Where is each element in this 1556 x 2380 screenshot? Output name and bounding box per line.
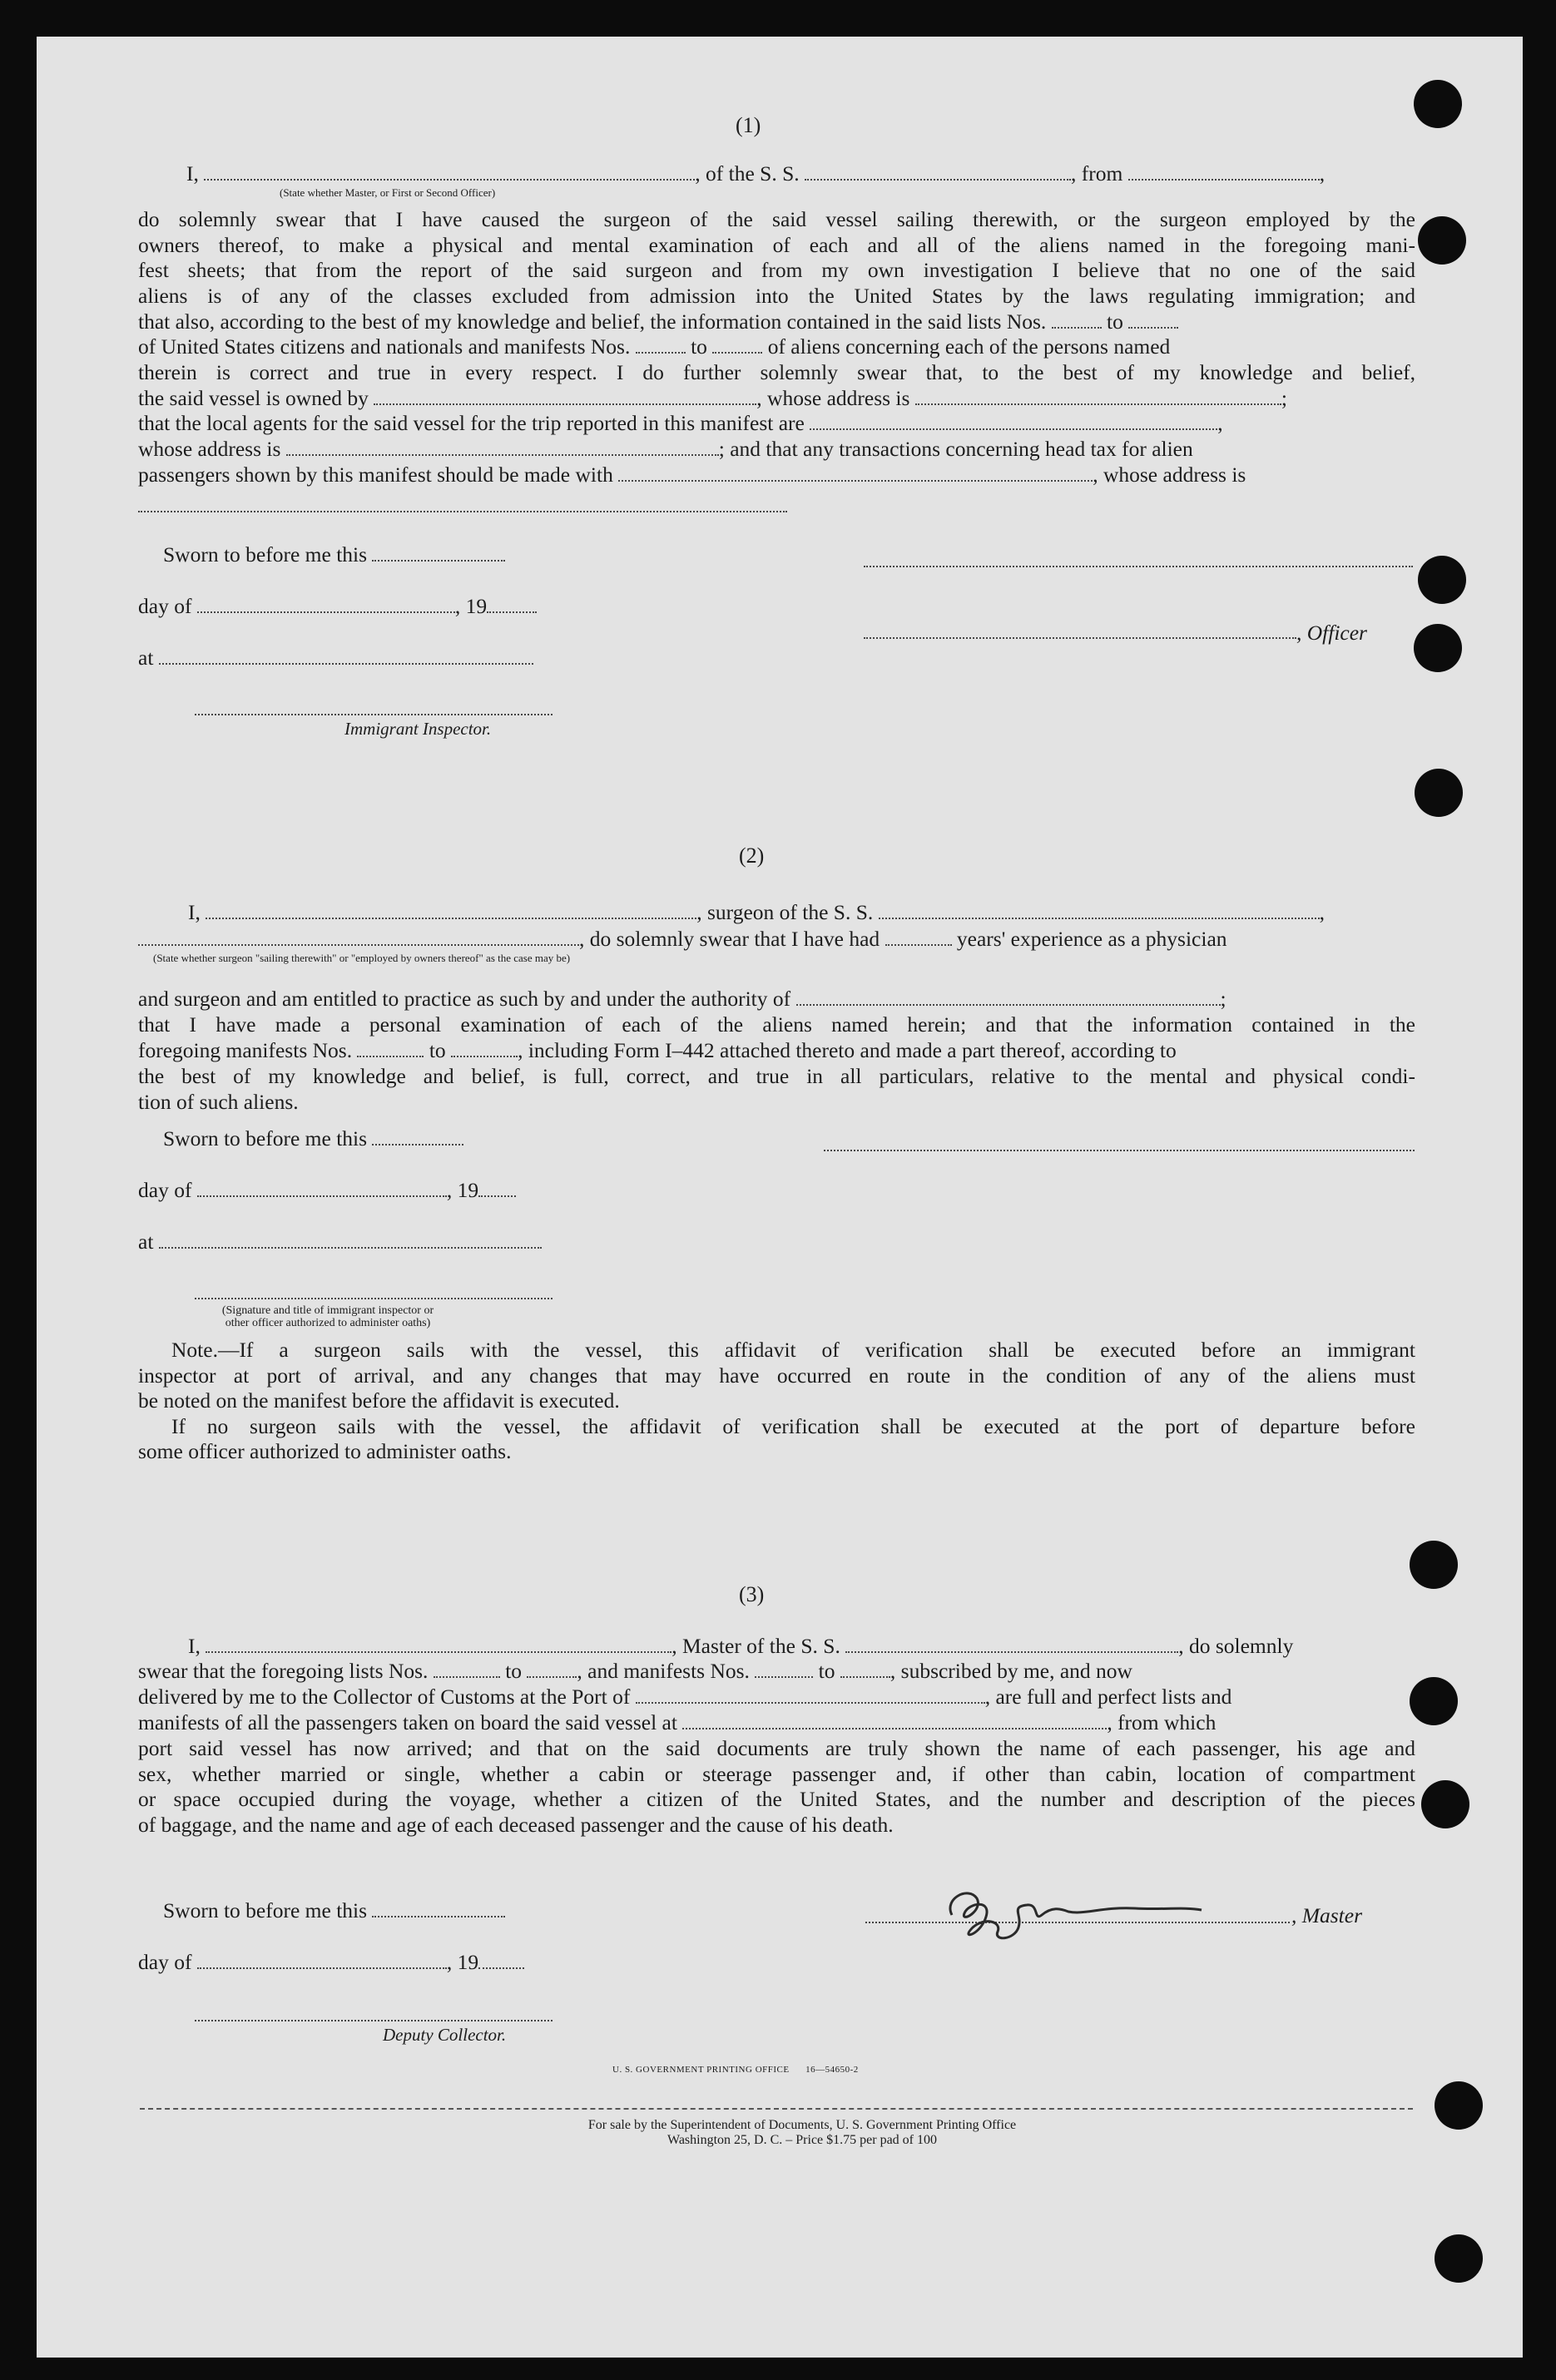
section-1-passengers-line bbox=[138, 463, 1246, 488]
inspector-signature-line[interactable] bbox=[195, 714, 553, 715]
section-3-number: (3) bbox=[739, 1582, 765, 1606]
text-line: port said vessel has now arrived; and that on the said documents are truly shown the name of each passenger, his age and bbox=[138, 1736, 1415, 1760]
label: I, bbox=[186, 161, 199, 186]
punch-hole bbox=[1410, 1677, 1458, 1725]
note-line: If no surgeon sails with the vessel, the affidavit of verification shall be executed at the port of departure before bbox=[171, 1413, 1415, 1438]
section-1-manifests-line bbox=[138, 334, 1170, 360]
label: I, bbox=[188, 900, 201, 924]
label: day of bbox=[138, 594, 192, 618]
day-of-line bbox=[138, 594, 537, 620]
officer-caption: (State whether Master, or First or Second Officer) bbox=[280, 186, 496, 199]
sworn-day-field[interactable] bbox=[372, 1129, 463, 1145]
sworn-day-field[interactable] bbox=[372, 545, 505, 562]
note-line: Note.—If a surgeon sails with the vessel, this affidavit of verification shall be executed before an immigrant bbox=[171, 1338, 1415, 1362]
manifests-from-field[interactable] bbox=[636, 337, 686, 354]
label: foregoing manifests Nos. bbox=[138, 1038, 353, 1062]
label: of aliens concerning each of the persons named bbox=[767, 334, 1171, 359]
section-2-authority-line bbox=[138, 987, 1226, 1012]
month-field[interactable] bbox=[197, 1180, 447, 1197]
surgeon-caption: (State whether surgeon "sailing therewith" or "employed by owners thereof" as the case may be) bbox=[153, 952, 571, 964]
year-field[interactable] bbox=[478, 1180, 516, 1197]
punch-hole bbox=[1414, 624, 1462, 672]
label: the said vessel is owned by bbox=[138, 386, 369, 410]
punch-hole bbox=[1415, 769, 1463, 817]
label: , bbox=[1217, 411, 1223, 435]
lists-from-field[interactable] bbox=[434, 1661, 500, 1678]
label: Sworn to before me this bbox=[163, 1898, 368, 1922]
label: , 19 bbox=[446, 1178, 479, 1202]
sworn-day-field[interactable] bbox=[372, 1901, 505, 1917]
label: to bbox=[1107, 309, 1123, 334]
label: , from bbox=[1071, 161, 1123, 186]
label: delivered by me to the Collector of Customs at the Port of bbox=[138, 1685, 631, 1709]
section-2-number: (2) bbox=[739, 844, 765, 868]
year-field[interactable] bbox=[478, 1952, 524, 1969]
deputy-label: Deputy Collector. bbox=[383, 2025, 507, 2045]
caption-line: other officer authorized to administer oaths) bbox=[225, 1317, 431, 1329]
ship-name-field[interactable] bbox=[845, 1636, 1178, 1653]
sale-notice bbox=[436, 2118, 1168, 2148]
label: , bbox=[1319, 900, 1326, 924]
caption-line: (Signature and title of immigrant inspector or bbox=[221, 1304, 434, 1317]
month-field[interactable] bbox=[197, 1952, 447, 1969]
punch-hole bbox=[1435, 2234, 1483, 2283]
label: that the local agents for the said vessel for the trip reported in this manifest are bbox=[138, 411, 805, 435]
label: , bbox=[1319, 161, 1326, 186]
head-tax-agent-field[interactable] bbox=[618, 465, 1093, 482]
label: years' experience as a physician bbox=[956, 927, 1227, 951]
deputy-signature-line[interactable] bbox=[195, 2020, 553, 2021]
surgeon-signature-line[interactable] bbox=[824, 1150, 1415, 1151]
lists-from-field[interactable] bbox=[1052, 312, 1102, 329]
label: and surgeon and am entitled to practice as such by and under the authority of bbox=[138, 987, 791, 1011]
label: whose address is bbox=[138, 437, 281, 461]
port-field[interactable] bbox=[636, 1687, 985, 1704]
note-line: inspector at port of arrival, and any changes that may have occurred en route in the condition of any of the aliens must bbox=[138, 1363, 1415, 1388]
text-line: do solemnly swear that I have caused the surgeon of the said vessel sailing therewith, or the surgeon employed by the bbox=[138, 207, 1415, 231]
label: manifests of all the passengers taken on board the said vessel at bbox=[138, 1710, 677, 1734]
at-place-field[interactable] bbox=[159, 648, 533, 665]
manifests-from-field[interactable] bbox=[755, 1661, 813, 1678]
day-of-line bbox=[138, 1950, 524, 1976]
owner-field[interactable] bbox=[374, 388, 756, 405]
label: , whose address is bbox=[1093, 463, 1246, 487]
label: to bbox=[818, 1659, 835, 1683]
label: ; bbox=[1220, 987, 1226, 1011]
label: to bbox=[505, 1659, 523, 1683]
sworn-line bbox=[163, 1898, 505, 1924]
label: , subscribed by me, and now bbox=[889, 1659, 1132, 1683]
text-line: tion of such aliens. bbox=[138, 1090, 299, 1114]
officer-label: , Officer bbox=[1296, 621, 1367, 645]
officer-rank-field[interactable] bbox=[204, 164, 695, 181]
label: , 19 bbox=[446, 1950, 479, 1974]
at-place-field[interactable] bbox=[159, 1232, 542, 1249]
footer-rule bbox=[140, 2108, 1413, 2110]
inspector-signature-line[interactable] bbox=[195, 1298, 553, 1299]
label: ; and that any transactions concerning head tax for alien bbox=[718, 437, 1193, 461]
section-1-whose-line bbox=[138, 437, 1193, 463]
at-line bbox=[138, 1230, 542, 1255]
master-name-field[interactable] bbox=[206, 1636, 671, 1653]
label: I, bbox=[188, 1634, 201, 1658]
label: , do solemnly swear that I have had bbox=[579, 927, 880, 951]
label: , whose address is bbox=[756, 386, 910, 410]
surgeon-name-field[interactable] bbox=[206, 903, 696, 919]
note-line: some officer authorized to administer oaths. bbox=[138, 1439, 512, 1463]
punch-hole bbox=[1421, 1780, 1469, 1828]
years-field[interactable] bbox=[885, 929, 952, 946]
officer-name-line[interactable] bbox=[864, 637, 1296, 639]
ship-name-field[interactable] bbox=[879, 903, 1320, 919]
section-3-line-4 bbox=[138, 1710, 1216, 1736]
label: , from which bbox=[1107, 1710, 1217, 1734]
address-continuation-field[interactable] bbox=[138, 511, 787, 512]
section-1-lists-line bbox=[138, 309, 1178, 335]
text-line: fest sheets; that from the report of the said surgeon and from my own investigation I believe that no one of the said bbox=[138, 258, 1415, 282]
label: , surgeon of the S. S. bbox=[696, 900, 874, 924]
ship-name-field[interactable] bbox=[805, 164, 1071, 181]
section-3-line-1 bbox=[188, 1634, 1293, 1660]
month-field[interactable] bbox=[197, 596, 455, 613]
label: , Master of the S. S. bbox=[671, 1634, 840, 1658]
year-field[interactable] bbox=[487, 596, 537, 613]
authority-field[interactable] bbox=[796, 989, 1221, 1006]
sale-line: For sale by the Superintendent of Documents, U. S. Government Printing Office bbox=[587, 2118, 1017, 2132]
label: , are full and perfect lists and bbox=[984, 1685, 1232, 1709]
lists-to-field[interactable] bbox=[527, 1661, 577, 1678]
at-line bbox=[138, 646, 533, 671]
note-line: be noted on the manifest before the affidavit is executed. bbox=[138, 1388, 620, 1413]
signature-caption bbox=[203, 1304, 453, 1329]
label: Sworn to before me this bbox=[163, 1126, 368, 1150]
section-2-line-2 bbox=[138, 927, 1227, 952]
section-3-line-3 bbox=[138, 1685, 1231, 1710]
section-1-owner-line bbox=[138, 386, 1287, 412]
text-line: therein is correct and true in every respect. I do further solemnly swear that, to the best of my knowledge and belief, bbox=[138, 360, 1415, 384]
label: , do solemnly bbox=[1178, 1634, 1294, 1658]
section-2-line-1 bbox=[188, 900, 1325, 926]
punch-hole bbox=[1418, 556, 1466, 604]
manifests-to-field[interactable] bbox=[840, 1661, 890, 1678]
lists-to-field[interactable] bbox=[1128, 312, 1178, 329]
manifests-to-field[interactable] bbox=[712, 337, 762, 354]
agents-address-field[interactable] bbox=[286, 439, 719, 456]
punch-hole bbox=[1418, 216, 1466, 265]
label: to bbox=[691, 334, 707, 359]
label: , and manifests Nos. bbox=[577, 1659, 750, 1683]
sworn-line bbox=[163, 1126, 463, 1152]
from-port-field[interactable] bbox=[1128, 164, 1320, 181]
label: , of the S. S. bbox=[695, 161, 800, 186]
section-3-line-2 bbox=[138, 1659, 1132, 1685]
owner-address-field[interactable] bbox=[915, 388, 1281, 405]
text-line: sex, whether married or single, whether a cabin or steerage passenger and, if other than cabin, location of compartment bbox=[138, 1761, 1415, 1786]
label: ; bbox=[1281, 386, 1287, 410]
label: Sworn to before me this bbox=[163, 542, 368, 567]
label: , 19 bbox=[454, 594, 488, 618]
day-of-line bbox=[138, 1178, 516, 1204]
text-line: owners thereof, to make a physical and mental examination of each and all of the aliens named in the foregoing mani- bbox=[138, 232, 1415, 257]
label: passengers shown by this manifest should be made with bbox=[138, 463, 613, 487]
manifests-to-field[interactable] bbox=[451, 1041, 518, 1057]
punch-hole bbox=[1414, 80, 1462, 128]
label: that also, according to the best of my knowledge and belief, the information contained in the said lists Nos. bbox=[138, 309, 1047, 334]
text-line: or space occupied during the voyage, whether a citizen of the United States, and the number and description of the pieces bbox=[138, 1787, 1415, 1811]
label: day of bbox=[138, 1178, 192, 1202]
text-line: the best of my knowledge and belief, is full, correct, and true in all particulars, relative to the mental and physical condi- bbox=[138, 1064, 1415, 1088]
label: at bbox=[138, 1230, 154, 1254]
section-1-line-1 bbox=[186, 161, 1325, 187]
text-line: that I have made a personal examination of each of the aliens named herein; and that the information contained in the bbox=[138, 1012, 1415, 1037]
label: of United States citizens and nationals and manifests Nos. bbox=[138, 334, 631, 359]
punch-hole bbox=[1435, 2081, 1483, 2130]
label: swear that the foregoing lists Nos. bbox=[138, 1659, 429, 1683]
punch-hole bbox=[1410, 1541, 1458, 1589]
master-label: , Master bbox=[1291, 1903, 1362, 1927]
text-line: aliens is of any of the classes excluded from admission into the United States by the laws regulating immigration; and bbox=[138, 283, 1415, 308]
inspector-label: Immigrant Inspector. bbox=[344, 719, 492, 739]
manifests-from-field[interactable] bbox=[357, 1041, 424, 1057]
manifest-form-page bbox=[37, 37, 1523, 2358]
label: at bbox=[138, 646, 154, 670]
officer-signature-line[interactable] bbox=[864, 566, 1413, 567]
label: , including Form I–442 attached thereto and made a part thereof, according to bbox=[518, 1038, 1177, 1062]
master-signature bbox=[935, 1882, 1210, 1948]
text-line: of baggage, and the name and age of each deceased passenger and the cause of his death. bbox=[138, 1812, 894, 1837]
embark-port-field[interactable] bbox=[682, 1713, 1107, 1729]
section-1-number: (1) bbox=[736, 113, 761, 137]
label: day of bbox=[138, 1950, 192, 1974]
surgeon-status-field[interactable] bbox=[138, 929, 579, 946]
sworn-line bbox=[163, 542, 505, 568]
gpo-imprint: U. S. GOVERNMENT PRINTING OFFICE 16—54650-2 bbox=[612, 2065, 859, 2075]
section-2-foregoing-line bbox=[138, 1038, 1177, 1064]
label: to bbox=[429, 1038, 446, 1062]
sale-line: Washington 25, D. C. – Price $1.75 per pad of 100 bbox=[667, 2133, 937, 2147]
section-1-agents-line bbox=[138, 411, 1223, 437]
agents-field[interactable] bbox=[810, 413, 1217, 430]
